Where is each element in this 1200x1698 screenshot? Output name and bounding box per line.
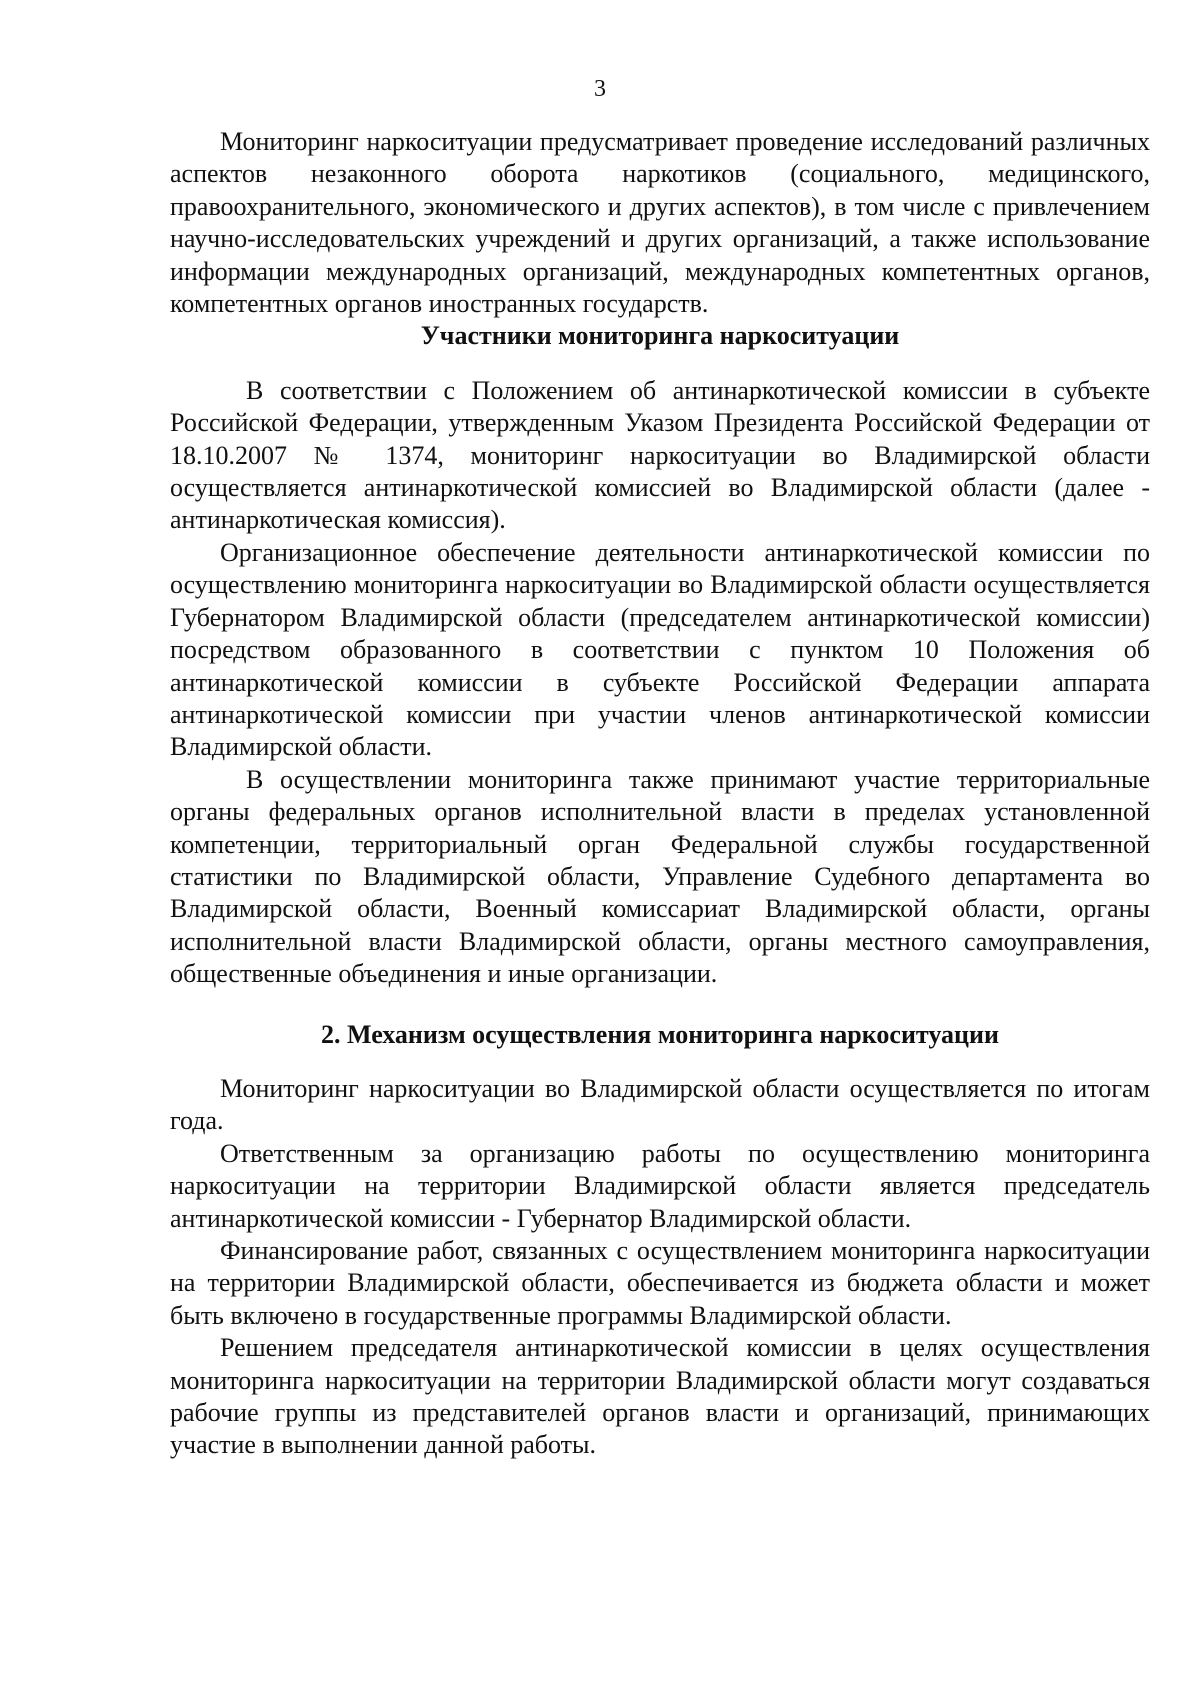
spacer [170, 1051, 1150, 1073]
paragraph-monitoring-scope: Мониторинг наркоситуации предусматривает проведение исследований различных аспектов незаконного оборота наркотиков (социального, медицинского, правоохранительного, экономического и других аспектов), в том числе с привлечением научно-исследовательских учреждений и других организаций, а также использование информации международных организаций, международных компетентных органов, компетентных органов иностранных государств. [170, 127, 1150, 319]
spacer [170, 991, 1150, 1019]
section-heading-mechanism: 2. Механизм осуществления мониторинга наркоситуации [321, 1019, 999, 1049]
paragraph-working-groups: Решением председателя антинаркотической комиссии в целях осуществления мониторинга наркоситуации на территории Владимирской области могут создаваться рабочие группы из представителей органов власти и организаций, принимающих участие в выполнении данной работы. [170, 1333, 1150, 1460]
paragraph-commission-basis: В соответствии с Положением об антинаркотической комиссии в субъекте Российской Федерации, утвержденным Указом Президента Российской Федерации от 18.10.2007 № 1374, мониторинг наркоситуации во Владимирской области осуществляется антинаркотической комиссией во Владимирской области (далее - антинаркотическая комиссия). [170, 375, 1150, 535]
spacer [170, 353, 1150, 375]
paragraph-annual-monitoring: Мониторинг наркоситуации во Владимирской области осуществляется по итогам года. [170, 1073, 1150, 1136]
section-heading-participants: Участники мониторинга наркоситуации [420, 321, 900, 351]
document-body [170, 126, 1150, 1462]
paragraph-other-participants: В осуществлении мониторинга также принимают участие территориальные органы федеральных органов исполнительной власти в пределах установленной компетенции, территориальный орган Федеральной службы государственной статистики по Владимирской области, Управление Судебного департамента во Владимирской области, Военный комиссариат Владимирской области, органы исполнительной власти Владимирской области, органы местного самоуправления, общественные объединения и иные организации. [170, 764, 1150, 989]
paragraph-financing: Финансирование работ, связанных с осуществлением мониторинга наркоситуации на территории Владимирской области, обеспечивается из бюджета области и может быть включено в государственные программы Владимирской области. [170, 1236, 1150, 1330]
paragraph-responsible-person: Ответственным за организацию работы по осуществлению мониторинга наркоситуации на территории Владимирской области является председатель антинаркотической комиссии - Губернатор Владимирской области. [170, 1138, 1150, 1233]
paragraph-organizational-support: Организационное обеспечение деятельности антинаркотической комиссии по осуществлению мониторинга наркоситуации во Владимирской области осуществляется Губернатором Владимирской области (председателем антинаркотической комиссии) посредством образованного в соответствии с пунктом 10 Положения об антинаркотической комиссии в субъекте Российской Федерации аппарата антинаркотической комиссии при участии членов антинаркотической комиссии Владимирской области. [170, 537, 1150, 762]
page-number: 3 [594, 76, 606, 102]
